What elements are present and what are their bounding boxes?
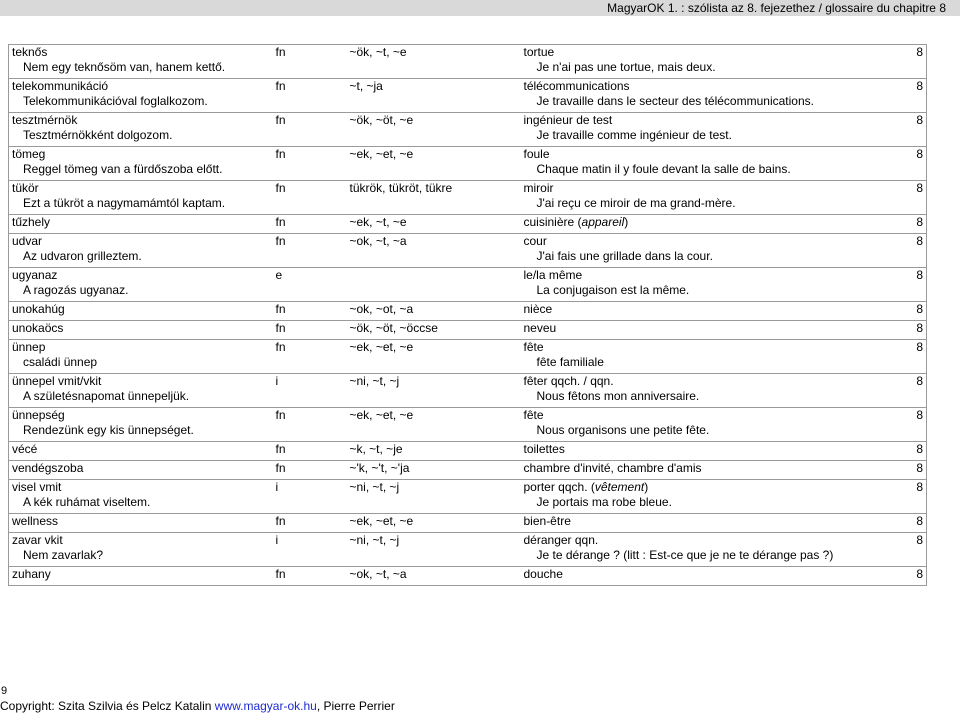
entry-pos: fn bbox=[273, 442, 347, 461]
entry-translation bbox=[521, 567, 877, 586]
entry-chapter: 8 bbox=[877, 147, 927, 163]
translation-text: le/la même bbox=[523, 268, 583, 282]
example-french: fête familiale bbox=[536, 355, 604, 369]
example-row bbox=[9, 423, 927, 442]
entry-row bbox=[9, 234, 927, 250]
empty-cell bbox=[877, 60, 927, 79]
example-row bbox=[9, 355, 927, 374]
translation-text: chambre d'invité, chambre d'amis bbox=[523, 461, 702, 475]
entry-chapter: 8 bbox=[877, 374, 927, 390]
empty-cell bbox=[273, 60, 347, 79]
entry-row bbox=[9, 147, 927, 163]
entry-pos: e bbox=[273, 268, 347, 284]
example-hungarian: Rendezünk egy kis ünnepséget. bbox=[9, 423, 273, 442]
empty-cell bbox=[273, 423, 347, 442]
entry-pos: fn bbox=[273, 302, 347, 321]
example-french: J'ai fais une grillade dans la cour. bbox=[536, 249, 713, 263]
empty-cell bbox=[273, 283, 347, 302]
translation-text: nièce bbox=[523, 302, 553, 316]
entry-translation bbox=[521, 374, 877, 390]
entry-word: ünnepel vmit/vkit bbox=[9, 374, 273, 390]
entry-forms: ~ök, ~öt, ~öccse bbox=[347, 321, 521, 340]
entry-chapter: 8 bbox=[877, 113, 927, 129]
example-hungarian: Az udvaron grilleztem. bbox=[9, 249, 273, 268]
entry-chapter: 8 bbox=[877, 302, 927, 321]
entry-row bbox=[9, 321, 927, 340]
entry-word: zuhany bbox=[9, 567, 273, 586]
entry-forms: ~ok, ~t, ~a bbox=[347, 567, 521, 586]
translation-text: télécommunications bbox=[523, 79, 630, 93]
example-french: Je travaille dans le secteur des télécommunications. bbox=[536, 94, 814, 108]
empty-cell bbox=[273, 94, 347, 113]
translation-text: toilettes bbox=[523, 442, 565, 456]
example-french: Je portais ma robe bleue. bbox=[536, 495, 672, 509]
empty-cell bbox=[877, 495, 927, 514]
entry-chapter: 8 bbox=[877, 45, 927, 61]
entry-chapter: 8 bbox=[877, 340, 927, 356]
example-french: J'ai reçu ce miroir de ma grand-mère. bbox=[536, 196, 736, 210]
translation-text: douche bbox=[523, 567, 563, 581]
page-header-title: MagyarOK 1. : szólista az 8. fejezethez / glossaire du chapitre 8 bbox=[607, 1, 946, 15]
empty-cell bbox=[347, 283, 521, 302]
entry-forms: ~ok, ~ot, ~a bbox=[347, 302, 521, 321]
entry-forms: ~ek, ~t, ~e bbox=[347, 215, 521, 234]
entry-pos: fn bbox=[273, 514, 347, 533]
entry-translation bbox=[521, 268, 877, 284]
example-row bbox=[9, 162, 927, 181]
translation-text-end: ) bbox=[644, 480, 649, 494]
footer-link[interactable]: www.magyar-ok.hu bbox=[214, 699, 317, 713]
example-hungarian: Telekommunikációval foglalkozom. bbox=[9, 94, 273, 113]
entry-translation bbox=[521, 302, 877, 321]
example-hungarian: A kék ruhámat viseltem. bbox=[9, 495, 273, 514]
example-row bbox=[9, 249, 927, 268]
entry-forms bbox=[347, 268, 521, 284]
example-hungarian: családi ünnep bbox=[9, 355, 273, 374]
example-hungarian: A ragozás ugyanaz. bbox=[9, 283, 273, 302]
example-row bbox=[9, 495, 927, 514]
empty-cell bbox=[273, 389, 347, 408]
entry-word: ünnep bbox=[9, 340, 273, 356]
example-row bbox=[9, 548, 927, 567]
example-row bbox=[9, 94, 927, 113]
entry-pos: i bbox=[273, 374, 347, 390]
entry-forms: ~ök, ~t, ~e bbox=[347, 45, 521, 61]
empty-cell bbox=[877, 162, 927, 181]
empty-cell bbox=[877, 355, 927, 374]
empty-cell bbox=[347, 355, 521, 374]
entry-pos: i bbox=[273, 480, 347, 496]
entry-row bbox=[9, 113, 927, 129]
translation-note: vêtement bbox=[594, 480, 645, 494]
translation-text: cuisinière ( bbox=[523, 215, 582, 229]
example-french: Nous fêtons mon anniversaire. bbox=[536, 389, 700, 403]
empty-cell bbox=[877, 249, 927, 268]
entry-translation bbox=[521, 461, 877, 480]
empty-cell bbox=[877, 423, 927, 442]
empty-cell bbox=[877, 196, 927, 215]
example-row bbox=[9, 60, 927, 79]
empty-cell bbox=[347, 196, 521, 215]
entry-row bbox=[9, 268, 927, 284]
entry-word: telekommunikáció bbox=[9, 79, 273, 95]
empty-cell bbox=[273, 162, 347, 181]
entry-word: tükör bbox=[9, 181, 273, 197]
entry-row bbox=[9, 79, 927, 95]
entry-chapter: 8 bbox=[877, 408, 927, 424]
entry-forms: ~t, ~ja bbox=[347, 79, 521, 95]
entry-pos: fn bbox=[273, 567, 347, 586]
example-row bbox=[9, 128, 927, 147]
translation-text: porter qqch. ( bbox=[523, 480, 595, 494]
example-french: Je te dérange ? (litt : Est-ce que je ne te dérange pas ?) bbox=[536, 548, 834, 562]
entry-translation bbox=[521, 147, 877, 163]
entry-word: zavar vkit bbox=[9, 533, 273, 549]
entry-translation bbox=[521, 442, 877, 461]
empty-cell bbox=[347, 128, 521, 147]
empty-cell bbox=[273, 548, 347, 567]
empty-cell bbox=[347, 162, 521, 181]
translation-text: neveu bbox=[523, 321, 557, 335]
entry-pos: fn bbox=[273, 340, 347, 356]
entry-translation bbox=[521, 533, 877, 549]
empty-cell bbox=[877, 128, 927, 147]
entry-word: tesztmérnök bbox=[9, 113, 273, 129]
entry-chapter: 8 bbox=[877, 321, 927, 340]
entry-translation bbox=[521, 234, 877, 250]
footer-suffix: , Pierre Perrier bbox=[316, 699, 395, 713]
empty-cell bbox=[273, 355, 347, 374]
entry-translation bbox=[521, 215, 877, 234]
translation-text: fête bbox=[523, 408, 544, 422]
example-row bbox=[9, 196, 927, 215]
entry-forms: ~ek, ~et, ~e bbox=[347, 147, 521, 163]
empty-cell bbox=[877, 548, 927, 567]
empty-cell bbox=[347, 548, 521, 567]
entry-row bbox=[9, 302, 927, 321]
entry-chapter: 8 bbox=[877, 480, 927, 496]
entry-row bbox=[9, 340, 927, 356]
entry-pos: fn bbox=[273, 234, 347, 250]
entry-word: teknős bbox=[9, 45, 273, 61]
entry-row bbox=[9, 45, 927, 61]
entry-pos: i bbox=[273, 533, 347, 549]
empty-cell bbox=[877, 389, 927, 408]
example-french: La conjugaison est la même. bbox=[536, 283, 690, 297]
empty-cell bbox=[347, 389, 521, 408]
entry-row bbox=[9, 514, 927, 533]
translation-text: fête bbox=[523, 340, 544, 354]
entry-translation bbox=[521, 45, 877, 61]
entry-forms: ~ok, ~t, ~a bbox=[347, 234, 521, 250]
empty-cell bbox=[347, 60, 521, 79]
translation-text: foule bbox=[523, 147, 550, 161]
entry-translation bbox=[521, 514, 877, 533]
entry-chapter: 8 bbox=[877, 461, 927, 480]
entry-pos: fn bbox=[273, 147, 347, 163]
entry-chapter: 8 bbox=[877, 79, 927, 95]
entry-forms: ~k, ~t, ~je bbox=[347, 442, 521, 461]
example-french: Je travaille comme ingénieur de test. bbox=[536, 128, 732, 142]
entry-word: unokahúg bbox=[9, 302, 273, 321]
entry-word: visel vmit bbox=[9, 480, 273, 496]
entry-row bbox=[9, 408, 927, 424]
entry-forms: ~ni, ~t, ~j bbox=[347, 533, 521, 549]
entry-row bbox=[9, 215, 927, 234]
translation-text: tortue bbox=[523, 45, 555, 59]
entry-forms: ~ek, ~et, ~e bbox=[347, 340, 521, 356]
translation-text: fêter qqch. / qqn. bbox=[523, 374, 614, 388]
entry-row bbox=[9, 442, 927, 461]
empty-cell bbox=[273, 249, 347, 268]
translation-text-end: ) bbox=[624, 215, 629, 229]
entry-word: vécé bbox=[9, 442, 273, 461]
empty-cell bbox=[273, 495, 347, 514]
entry-word: udvar bbox=[9, 234, 273, 250]
entry-pos: fn bbox=[273, 408, 347, 424]
entry-forms: ~ök, ~öt, ~e bbox=[347, 113, 521, 129]
example-hungarian: Tesztmérnökként dolgozom. bbox=[9, 128, 273, 147]
example-hungarian: Nem egy teknősöm van, hanem kettő. bbox=[9, 60, 273, 79]
example-hungarian: Reggel tömeg van a fürdőszoba előtt. bbox=[9, 162, 273, 181]
entry-chapter: 8 bbox=[877, 567, 927, 586]
entry-word: tömeg bbox=[9, 147, 273, 163]
entry-word: vendégszoba bbox=[9, 461, 273, 480]
entry-translation bbox=[521, 340, 877, 356]
example-row bbox=[9, 389, 927, 408]
entry-translation bbox=[521, 181, 877, 197]
entry-word: unokaöcs bbox=[9, 321, 273, 340]
entry-forms: ~ni, ~t, ~j bbox=[347, 374, 521, 390]
empty-cell bbox=[273, 196, 347, 215]
translation-text: cour bbox=[523, 234, 547, 248]
entry-chapter: 8 bbox=[877, 268, 927, 284]
empty-cell bbox=[273, 128, 347, 147]
empty-cell bbox=[347, 94, 521, 113]
entry-forms: ~ek, ~et, ~e bbox=[347, 408, 521, 424]
entry-translation bbox=[521, 113, 877, 129]
entry-word: ünnepség bbox=[9, 408, 273, 424]
example-hungarian: Nem zavarlak? bbox=[9, 548, 273, 567]
translation-text: ingénieur de test bbox=[523, 113, 613, 127]
entry-forms: ~ni, ~t, ~j bbox=[347, 480, 521, 496]
entry-chapter: 8 bbox=[877, 234, 927, 250]
footer-copyright: Copyright: Szita Szilvia és Pelcz Katalin bbox=[0, 699, 212, 713]
entry-translation bbox=[521, 321, 877, 340]
entry-chapter: 8 bbox=[877, 442, 927, 461]
entry-word: ugyanaz bbox=[9, 268, 273, 284]
entry-pos: fn bbox=[273, 321, 347, 340]
entry-translation bbox=[521, 79, 877, 95]
entry-translation bbox=[521, 480, 877, 496]
example-french: Nous organisons une petite fête. bbox=[536, 423, 710, 437]
example-hungarian: Ezt a tükröt a nagymamámtól kaptam. bbox=[9, 196, 273, 215]
entry-chapter: 8 bbox=[877, 215, 927, 234]
translation-text: bien-être bbox=[523, 514, 571, 528]
entry-forms: tükrök, tükröt, tükre bbox=[347, 181, 521, 197]
entry-chapter: 8 bbox=[877, 533, 927, 549]
entry-row bbox=[9, 533, 927, 549]
empty-cell bbox=[877, 283, 927, 302]
entry-pos: fn bbox=[273, 181, 347, 197]
translation-note: appareil bbox=[581, 215, 625, 229]
translation-text: miroir bbox=[523, 181, 554, 195]
entry-pos: fn bbox=[273, 79, 347, 95]
entry-row bbox=[9, 181, 927, 197]
entry-pos: fn bbox=[273, 215, 347, 234]
header-bar bbox=[0, 0, 960, 16]
entry-chapter: 8 bbox=[877, 181, 927, 197]
entry-forms: ~'k, ~'t, ~'ja bbox=[347, 461, 521, 480]
entry-forms: ~ek, ~et, ~e bbox=[347, 514, 521, 533]
footer bbox=[0, 699, 395, 713]
entry-row bbox=[9, 480, 927, 496]
entry-pos: fn bbox=[273, 113, 347, 129]
empty-cell bbox=[877, 94, 927, 113]
entry-chapter: 8 bbox=[877, 514, 927, 533]
example-row bbox=[9, 283, 927, 302]
example-french: Je n'ai pas une tortue, mais deux. bbox=[536, 60, 716, 74]
empty-cell bbox=[347, 423, 521, 442]
entry-translation bbox=[521, 408, 877, 424]
translation-text: déranger qqn. bbox=[523, 533, 599, 547]
empty-cell bbox=[347, 249, 521, 268]
example-hungarian: A születésnapomat ünnepeljük. bbox=[9, 389, 273, 408]
entry-word: tűzhely bbox=[9, 215, 273, 234]
example-french: Chaque matin il y foule devant la salle de bains. bbox=[536, 162, 791, 176]
entry-pos: fn bbox=[273, 45, 347, 61]
entry-row bbox=[9, 374, 927, 390]
entry-row bbox=[9, 461, 927, 480]
empty-cell bbox=[347, 495, 521, 514]
entry-pos: fn bbox=[273, 461, 347, 480]
page-number: 9 bbox=[1, 685, 8, 697]
glossary-table bbox=[8, 44, 927, 586]
entry-word: wellness bbox=[9, 514, 273, 533]
entry-row bbox=[9, 567, 927, 586]
